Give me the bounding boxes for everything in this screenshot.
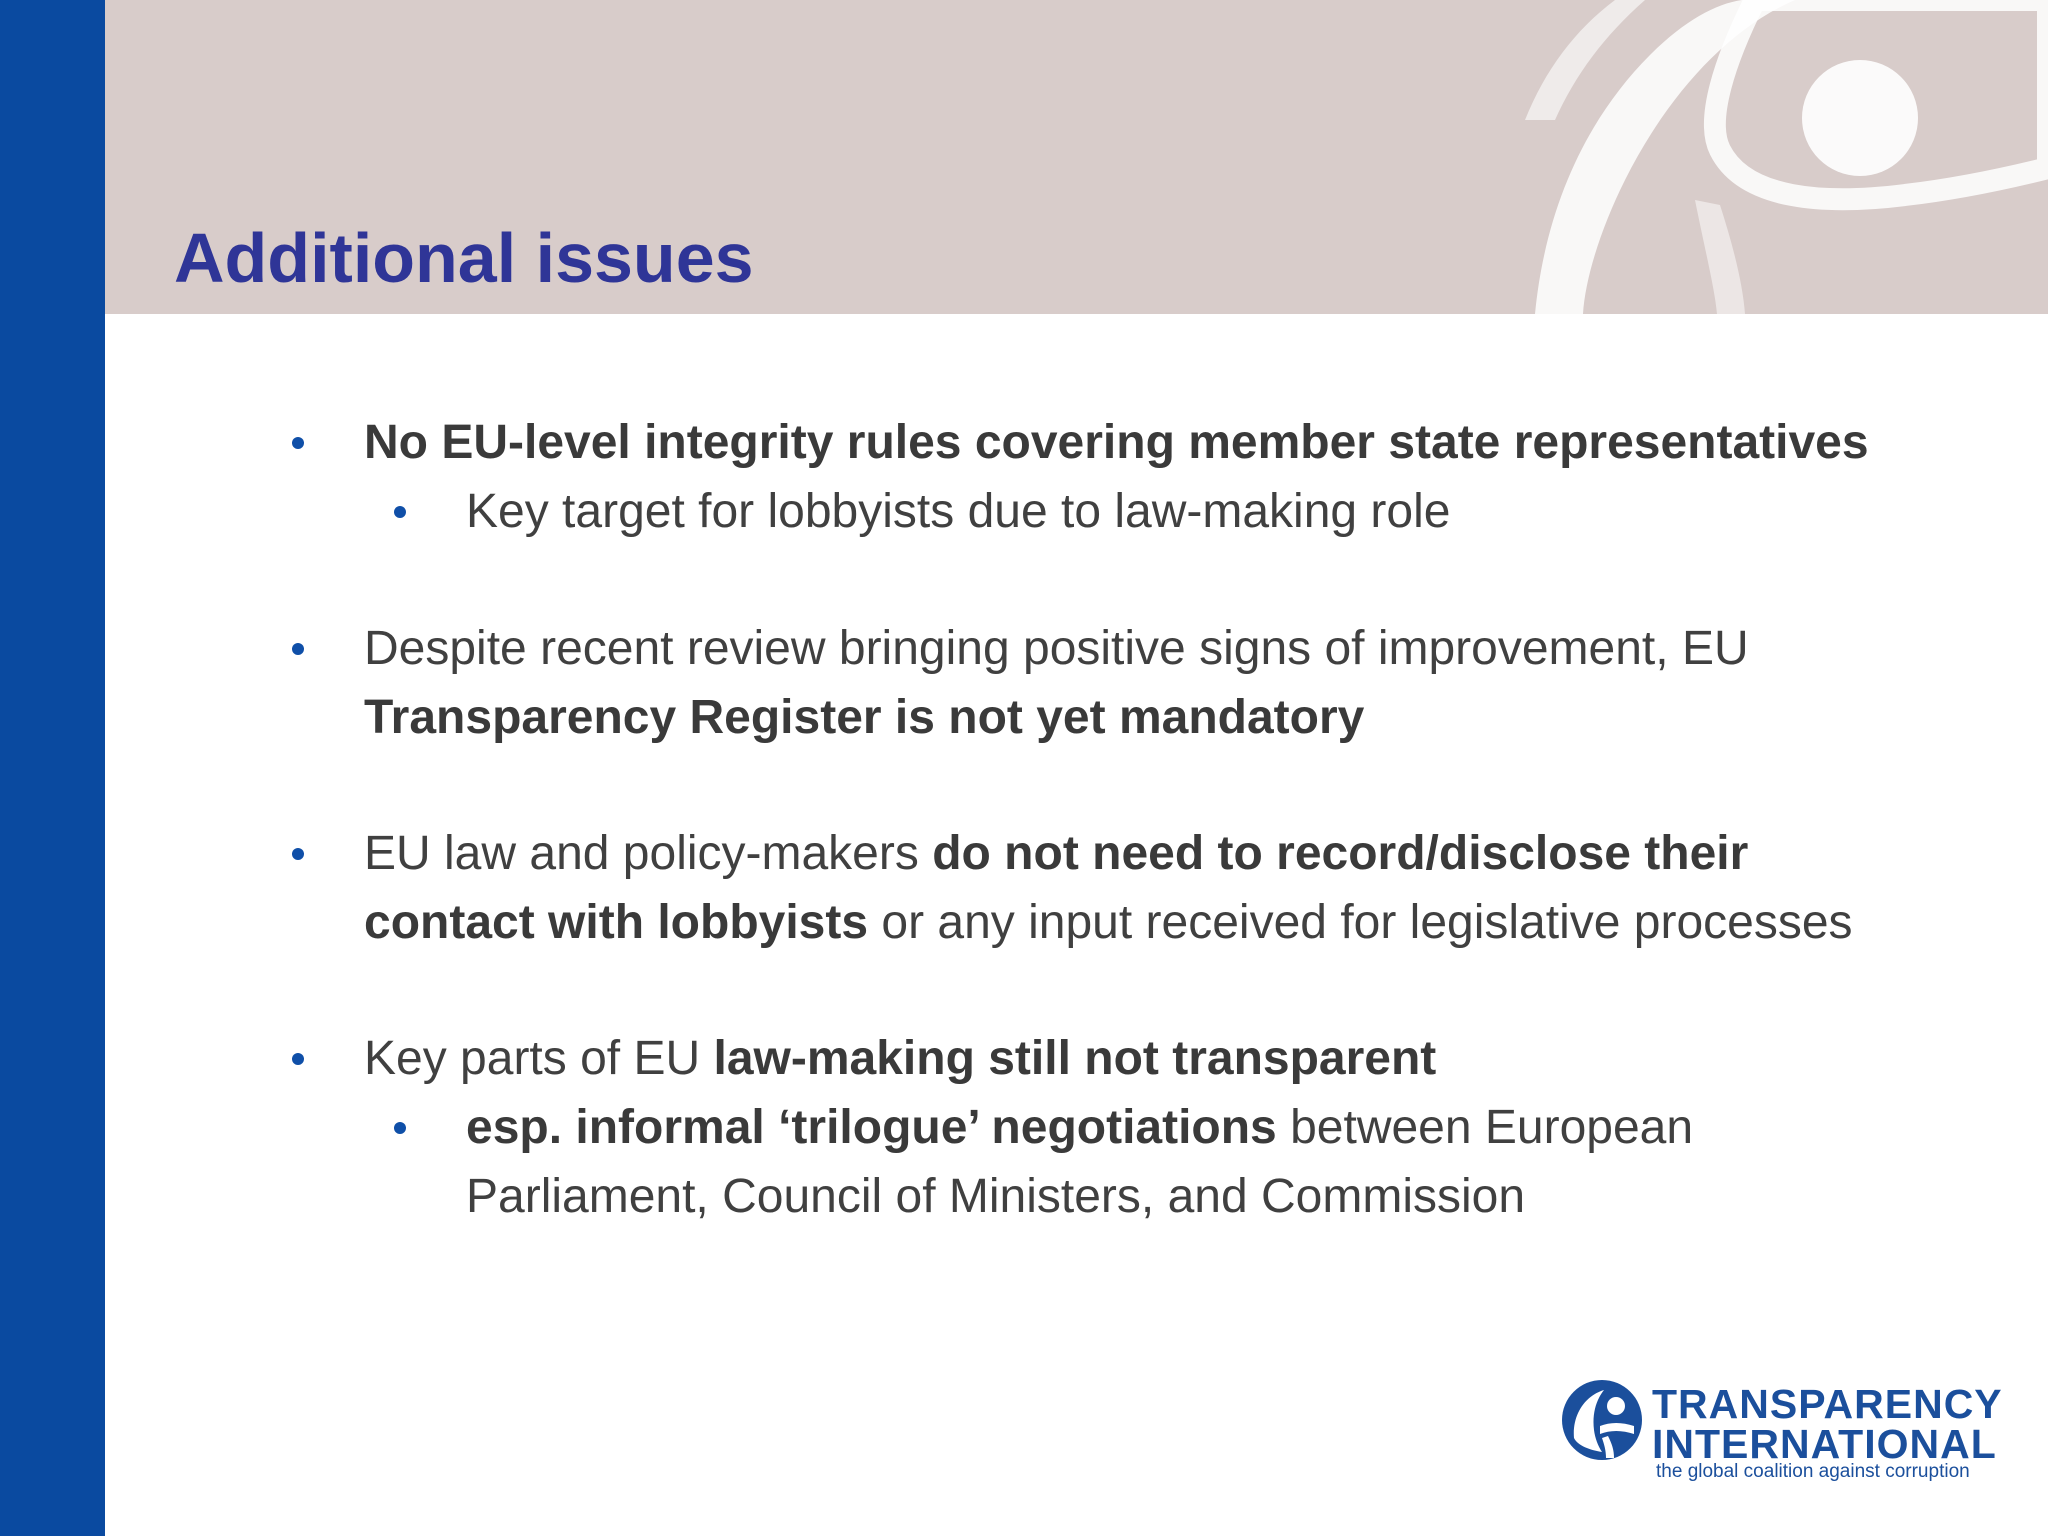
sub-bullet-text: Key target for lobbyists due to law-making role <box>466 485 1451 538</box>
bullet-item <box>364 614 2024 752</box>
bullet-dot-icon <box>394 1122 406 1134</box>
bullet-bold-text: No EU-level integrity rules covering member state representatives <box>364 416 1869 469</box>
bullet-dot-icon <box>292 437 304 449</box>
bullet-bold-text: esp. informal ‘trilogue’ negotiations <box>466 1101 1277 1154</box>
bullet-bold-text: contact with lobbyists <box>364 896 869 949</box>
bullet-line <box>364 819 2024 888</box>
bullet-text: Key parts of EU <box>364 1032 714 1085</box>
bullet-bold-text: do not need to record/disclose their <box>932 827 1749 880</box>
bullet-line <box>466 1093 2048 1162</box>
bullet-text: EU law and policy-makers <box>364 827 933 880</box>
bullet-bold-text: Transparency Register is not yet mandatory <box>364 691 1365 744</box>
logo-name-line2: INTERNATIONAL <box>1652 1421 1997 1467</box>
bullet-dot-icon <box>292 643 304 655</box>
bullet-text: or any input received for legislative processes <box>868 896 1853 949</box>
bullet-text: between European <box>1276 1101 1694 1154</box>
bullet-item <box>364 819 2024 957</box>
bullet-dot-icon <box>292 1053 304 1065</box>
transparency-international-logo <box>1560 1378 2003 1484</box>
transparency-international-globe-icon <box>1560 1378 1644 1462</box>
logo-name-line1: TRANSPARENCY <box>1652 1381 2003 1427</box>
sub-bullet-item <box>466 1093 2048 1231</box>
logo-tagline: the global coalition against corruption <box>1656 1461 1970 1482</box>
bullet-line <box>364 888 2024 957</box>
bullet-bold-text: law-making still not transparent <box>713 1032 1437 1085</box>
bullet-text: Despite recent review bringing positive signs of improvement, EU <box>364 622 1749 675</box>
sub-bullet-item <box>466 477 2048 546</box>
slide-title: Additional issues <box>174 219 754 297</box>
logo-name <box>1652 1381 2003 1467</box>
bullet-item <box>364 408 2024 477</box>
bullet-item <box>364 1024 2024 1093</box>
bullet-line <box>364 1024 2024 1093</box>
bullet-dot-icon <box>292 848 304 860</box>
bullet-dot-icon <box>394 506 406 518</box>
bullet-text: Parliament, Council of Ministers, and Commission <box>466 1170 1526 1223</box>
